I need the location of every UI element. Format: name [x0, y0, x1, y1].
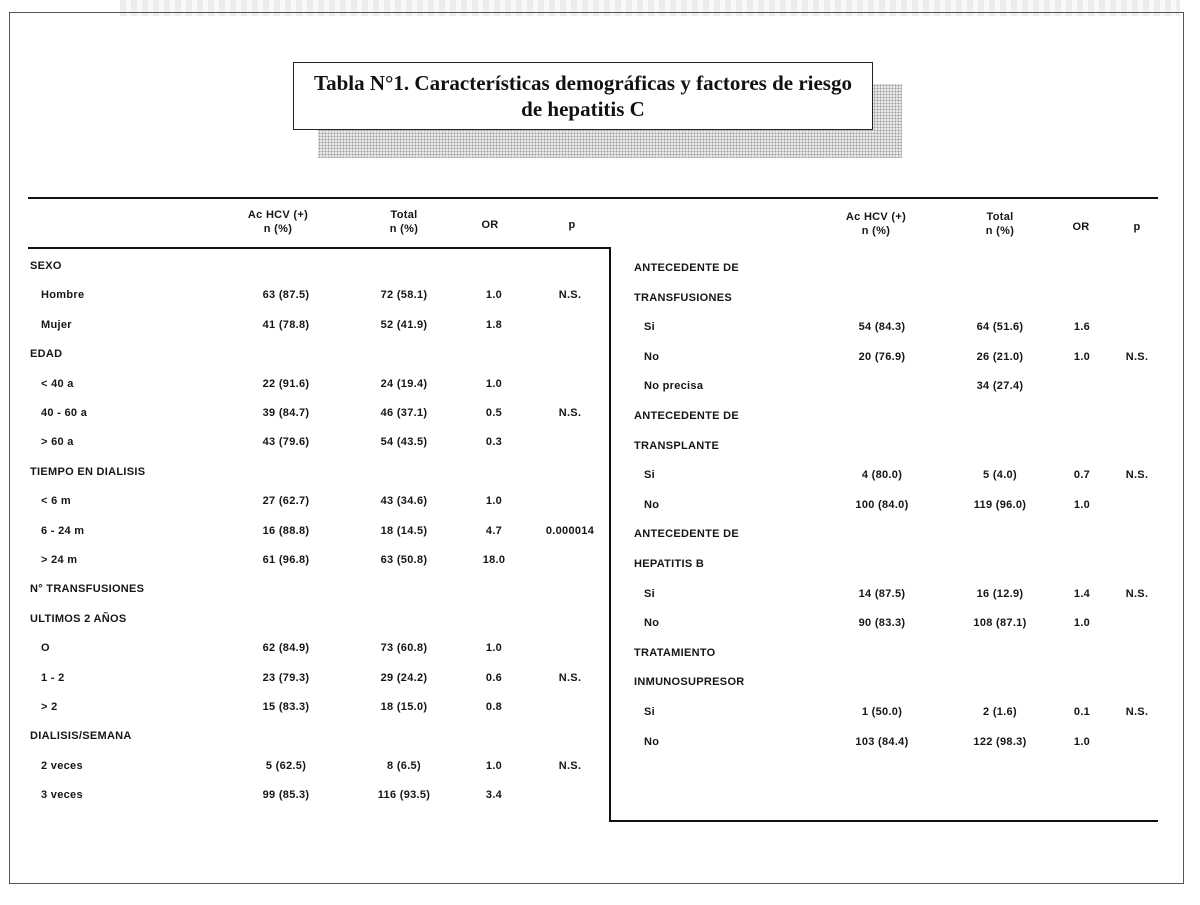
- cell-or: 0.5: [485, 407, 503, 419]
- cell-or: 4.7: [485, 525, 503, 537]
- cell-or: 1.0: [1073, 736, 1091, 748]
- row-label: ANTECEDENTE DE: [634, 410, 740, 422]
- row-label: 3 veces: [41, 789, 83, 801]
- cell-total: 2 (1.6): [983, 706, 1017, 718]
- row-label: HEPATITIS B: [634, 558, 705, 570]
- cell-hcv: 62 (84.9): [262, 642, 310, 654]
- cell-hcv: 20 (76.9): [858, 351, 906, 363]
- cell-total: 29 (24.2): [380, 672, 428, 684]
- cell-or: 1.0: [485, 289, 503, 301]
- header-hcv-right: Ac HCV (+) n (%): [845, 211, 907, 237]
- row-label: N° TRANSFUSIONES: [30, 583, 145, 595]
- cell-hcv: 16 (88.8): [262, 525, 310, 537]
- row-label: 6 - 24 m: [41, 525, 85, 537]
- cell-total: 18 (14.5): [380, 525, 428, 537]
- row-label: 1 - 2: [41, 672, 65, 684]
- cell-total: 24 (19.4): [380, 378, 428, 390]
- cell-total: 73 (60.8): [380, 642, 428, 654]
- row-label: Si: [644, 706, 655, 718]
- cell-or: 0.7: [1073, 469, 1091, 481]
- cell-or: 1.0: [1073, 499, 1091, 511]
- top-rule: [28, 197, 1158, 199]
- header-hcv-left: Ac HCV (+) n (%): [247, 209, 309, 235]
- cell-total: 46 (37.1): [380, 407, 428, 419]
- header-total-left: Total n (%): [389, 209, 419, 235]
- row-label: No: [644, 617, 660, 629]
- header-or-left: OR: [481, 219, 499, 231]
- row-label: SEXO: [30, 260, 62, 272]
- cell-or: 0.6: [485, 672, 503, 684]
- cell-p: N.S.: [1125, 588, 1149, 600]
- cell-p: N.S.: [1125, 351, 1149, 363]
- title-line-2: de hepatitis C: [521, 97, 645, 121]
- row-label: TRATAMIENTO: [634, 647, 716, 659]
- cell-hcv: 99 (85.3): [262, 789, 310, 801]
- bottom-rule-right: [610, 820, 1158, 822]
- cell-total: 52 (41.9): [380, 319, 428, 331]
- cell-or: 18.0: [482, 554, 506, 566]
- row-label: Si: [644, 588, 655, 600]
- header-p-left: p: [568, 219, 576, 231]
- cell-hcv: 103 (84.4): [855, 736, 909, 748]
- row-label: No: [644, 351, 660, 363]
- cell-total: 34 (27.4): [976, 380, 1024, 392]
- row-label: Si: [644, 321, 655, 333]
- row-label: 40 - 60 a: [41, 407, 88, 419]
- header-rule-left: [28, 247, 610, 249]
- cell-or: 1.0: [485, 760, 503, 772]
- cell-or: 1.0: [485, 378, 503, 390]
- row-label: > 24 m: [41, 554, 78, 566]
- cell-or: 0.3: [485, 436, 503, 448]
- header-p-right: p: [1133, 221, 1141, 233]
- cell-hcv: 14 (87.5): [858, 588, 906, 600]
- cell-or: 1.6: [1073, 321, 1091, 333]
- cell-or: 1.0: [485, 495, 503, 507]
- cell-total: 26 (21.0): [976, 351, 1024, 363]
- row-label: No: [644, 499, 660, 511]
- cell-or: 3.4: [485, 789, 503, 801]
- cell-hcv: 39 (84.7): [262, 407, 310, 419]
- cell-total: 122 (98.3): [973, 736, 1027, 748]
- cell-or: 1.4: [1073, 588, 1091, 600]
- cell-total: 8 (6.5): [387, 760, 421, 772]
- row-label: < 40 a: [41, 378, 74, 390]
- cell-hcv: 41 (78.8): [262, 319, 310, 331]
- cell-total: 43 (34.6): [380, 495, 428, 507]
- row-label: No precisa: [644, 380, 704, 392]
- row-label: < 6 m: [41, 495, 71, 507]
- cell-total: 116 (93.5): [377, 789, 431, 801]
- row-label: > 2: [41, 701, 58, 713]
- row-label: TRANSPLANTE: [634, 440, 720, 452]
- row-label: INMUNOSUPRESOR: [634, 676, 745, 688]
- column-divider: [609, 247, 611, 822]
- cell-p: N.S.: [558, 672, 582, 684]
- cell-or: 0.8: [485, 701, 503, 713]
- cell-hcv: 54 (84.3): [858, 321, 906, 333]
- cell-total: 119 (96.0): [973, 499, 1027, 511]
- cell-hcv: 63 (87.5): [262, 289, 310, 301]
- cell-total: 108 (87.1): [973, 617, 1027, 629]
- row-label: DIALISIS/SEMANA: [30, 730, 132, 742]
- cell-p: N.S.: [1125, 469, 1149, 481]
- title-line-1: Tabla N°1. Características demográficas y factores de riesgo: [314, 71, 852, 95]
- cell-hcv: 15 (83.3): [262, 701, 310, 713]
- cell-p: 0.000014: [545, 525, 595, 537]
- cell-p: N.S.: [558, 407, 582, 419]
- cell-hcv: 90 (83.3): [858, 617, 906, 629]
- cell-p: N.S.: [558, 289, 582, 301]
- cell-or: 0.1: [1073, 706, 1091, 718]
- row-label: ANTECEDENTE DE: [634, 262, 740, 274]
- row-label: Si: [644, 469, 655, 481]
- cell-total: 54 (43.5): [380, 436, 428, 448]
- row-label: Mujer: [41, 319, 72, 331]
- row-label: TRANSFUSIONES: [634, 292, 733, 304]
- row-label: O: [41, 642, 50, 654]
- cell-p: N.S.: [558, 760, 582, 772]
- cell-hcv: 4 (80.0): [861, 469, 903, 481]
- row-label: > 60 a: [41, 436, 74, 448]
- cell-or: 1.0: [1073, 351, 1091, 363]
- row-label: 2 veces: [41, 760, 83, 772]
- cell-total: 16 (12.9): [976, 588, 1024, 600]
- row-label: No: [644, 736, 660, 748]
- cell-hcv: 61 (96.8): [262, 554, 310, 566]
- row-label: TIEMPO EN DIALISIS: [30, 466, 146, 478]
- cell-hcv: 100 (84.0): [855, 499, 909, 511]
- cell-total: 5 (4.0): [983, 469, 1017, 481]
- cell-or: 1.8: [485, 319, 503, 331]
- row-label: Hombre: [41, 289, 85, 301]
- row-label: EDAD: [30, 348, 63, 360]
- cell-hcv: 27 (62.7): [262, 495, 310, 507]
- cell-or: 1.0: [1073, 617, 1091, 629]
- cell-total: 64 (51.6): [976, 321, 1024, 333]
- cell-hcv: 22 (91.6): [262, 378, 310, 390]
- row-label: ANTECEDENTE DE: [634, 528, 740, 540]
- cell-hcv: 5 (62.5): [265, 760, 307, 772]
- cell-p: N.S.: [1125, 706, 1149, 718]
- cell-hcv: 1 (50.0): [861, 706, 903, 718]
- cell-hcv: 23 (79.3): [262, 672, 310, 684]
- cell-hcv: 43 (79.6): [262, 436, 310, 448]
- cell-total: 18 (15.0): [380, 701, 428, 713]
- row-label: ULTIMOS 2 AÑOS: [30, 613, 127, 625]
- cell-or: 1.0: [485, 642, 503, 654]
- header-or-right: OR: [1072, 221, 1090, 233]
- table-title: [293, 62, 873, 130]
- header-total-right: Total n (%): [985, 211, 1015, 237]
- cell-total: 72 (58.1): [380, 289, 428, 301]
- cell-total: 63 (50.8): [380, 554, 428, 566]
